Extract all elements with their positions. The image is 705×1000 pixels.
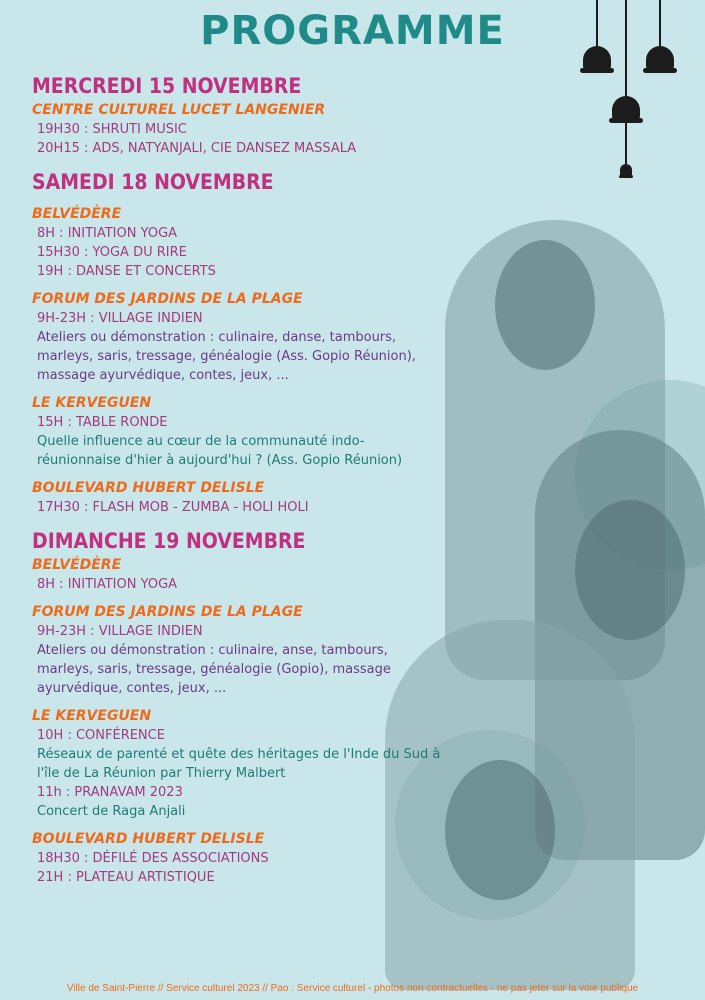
venue-name: LE KERVEGUEN — [32, 708, 152, 724]
footer-credits: Ville de Saint-Pierre // Service culturel 2023 // Pao : Service culturel - photos non contractuelles - ne pas jeter sur la voie publique — [66, 983, 639, 994]
event-line: 15H30 : YOGA DU RIRE — [37, 245, 187, 260]
photo-face — [445, 760, 555, 900]
photo-face — [575, 500, 685, 640]
event-line: 15H : TABLE RONDE — [37, 415, 168, 430]
venue-name: BOULEVARD HUBERT DELISLE — [32, 831, 265, 847]
venue-name: BOULEVARD HUBERT DELISLE — [32, 480, 265, 496]
event-line: 20H15 : ADS, NATYANJALI, CIE DANSEZ MASSALA — [37, 141, 357, 156]
venue-name: FORUM DES JARDINS DE LA PLAGE — [32, 291, 303, 307]
day-heading: MERCREDI 15 NOVEMBRE — [32, 74, 302, 98]
event-line: 10H : CONFÉRENCE — [37, 728, 165, 743]
event-line: 21H : PLATEAU ARTISTIQUE — [37, 870, 215, 885]
venue-name: FORUM DES JARDINS DE LA PLAGE — [32, 604, 303, 620]
venue-name: CENTRE CULTUREL LUCET LANGENIER — [32, 102, 326, 118]
event-line: 8H : INITIATION YOGA — [37, 226, 178, 241]
event-description: Ateliers ou démonstration : culinaire, anse, tambours, marleys, saris, tressage, généalogie (Gopio), massage ayurvédique, contes, jeux, ... — [37, 643, 391, 696]
venue-name: LE KERVEGUEN — [32, 395, 152, 411]
event-line: 17H30 : FLASH MOB - ZUMBA - HOLI HOLI — [37, 500, 309, 515]
programme-list — [32, 72, 442, 887]
event-line: 8H : INITIATION YOGA — [37, 577, 178, 592]
event-line: 11h : PRANAVAM 2023 — [37, 785, 183, 800]
event-line: 19H : DANSE ET CONCERTS — [37, 264, 216, 279]
event-line: 19H30 : SHRUTI MUSIC — [37, 122, 187, 137]
event-description: Quelle influence au cœur de la communauté indo-réunionnaise d'hier à aujourd'hui ? (Ass. Gopio Réunion) — [37, 434, 403, 468]
event-line: 18H30 : DÉFILÉ DES ASSOCIATIONS — [37, 851, 269, 866]
event-description: Réseaux de parenté et quête des héritages de l'Inde du Sud à l'île de La Réunion par Thierry Malbert — [37, 747, 441, 781]
event-line: 9H-23H : VILLAGE INDIEN — [37, 311, 203, 326]
day-heading: SAMEDI 18 NOVEMBRE — [32, 170, 274, 194]
venue-name: BELVÉDÈRE — [32, 206, 122, 222]
page-title: PROGRAMME — [200, 8, 505, 54]
event-description: Ateliers ou démonstration : culinaire, danse, tambours, marleys, saris, tressage, généalogie (Ass. Gopio Réunion), massage ayurvédique, contes, jeux, ... — [37, 330, 416, 383]
event-description: Concert de Raga Anjali — [37, 804, 186, 819]
photo-face — [495, 240, 595, 370]
venue-name: BELVÉDÈRE — [32, 557, 122, 573]
event-line: 9H-23H : VILLAGE INDIEN — [37, 624, 203, 639]
day-heading: DIMANCHE 19 NOVEMBRE — [32, 529, 306, 553]
